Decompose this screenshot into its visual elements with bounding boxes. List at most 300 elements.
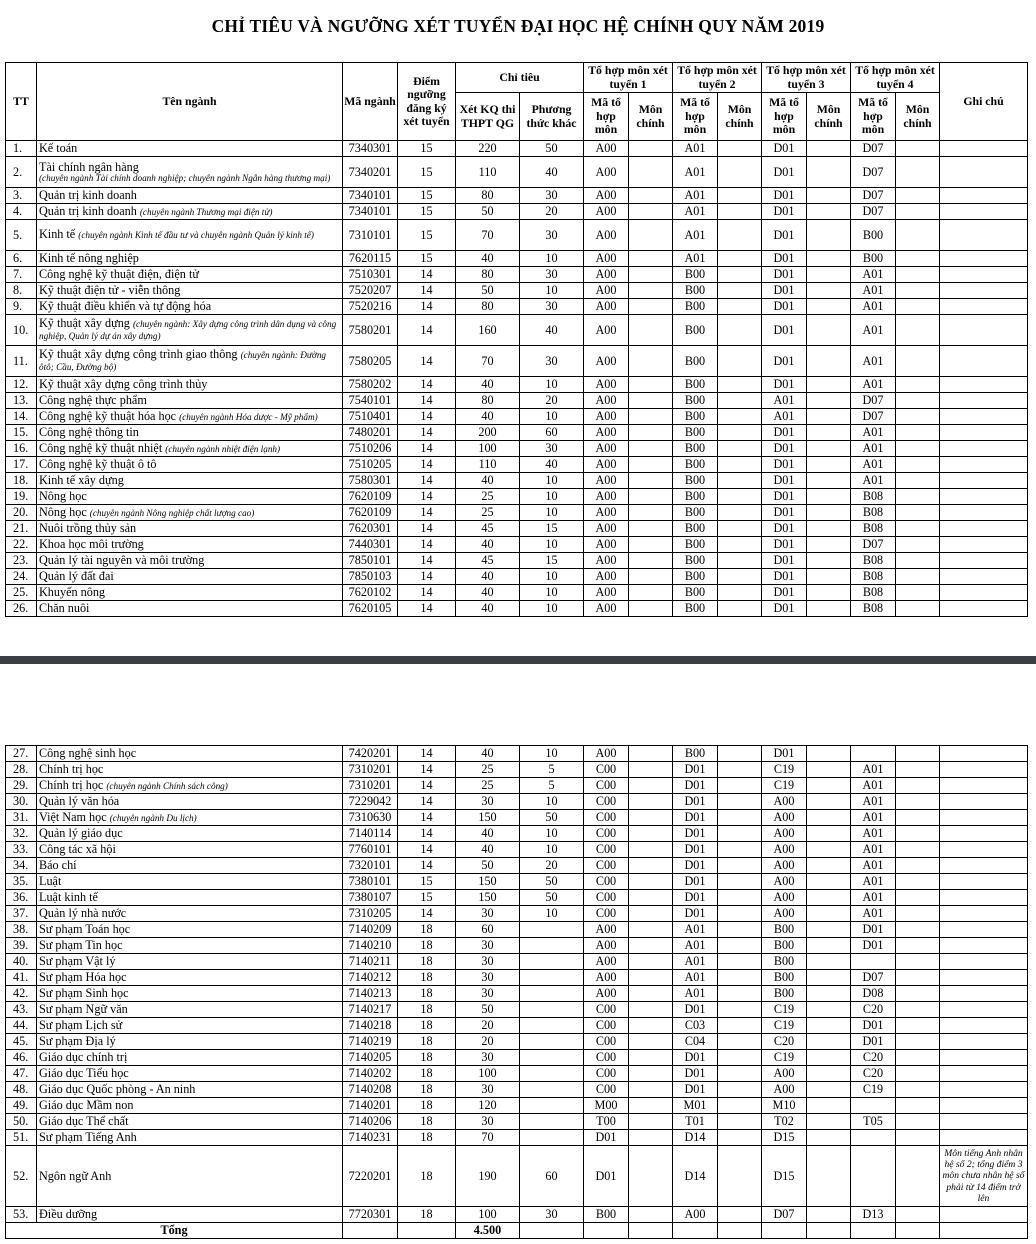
row-number: 48. [6,1082,37,1098]
threshold-score: 15 [398,141,456,157]
combo-4-main [896,601,940,617]
combo-4-code: A01 [851,473,896,489]
row-number: 5. [6,220,37,251]
quota-other: 10 [520,826,584,842]
combo-4-main [896,553,940,569]
row-number: 4. [6,204,37,220]
combo-4-main [896,220,940,251]
quota-thpt: 40 [456,409,520,425]
combo-2-main [718,601,762,617]
combo-1-main [629,842,673,858]
major-specialization: (chuyên ngành Du lịch) [109,812,197,823]
major-name-cell [37,954,343,970]
row-number: 37. [6,906,37,922]
combo-1-code: A00 [584,601,629,617]
combo-4-code: D08 [851,986,896,1002]
combo-4-code: C19 [851,1082,896,1098]
combo-2-main [718,521,762,537]
combo-2-main [718,425,762,441]
combo-1-main [629,938,673,954]
row-number: 16. [6,441,37,457]
combo-3-main [807,1034,851,1050]
combo-2-main [718,794,762,810]
major-name-cell [37,874,343,890]
combo-3-main [807,267,851,283]
combo-4-code: A01 [851,299,896,315]
note-cell [940,457,1028,473]
row-number: 15. [6,425,37,441]
major-name: Nông học [39,489,87,503]
major-code: 7140114 [343,826,398,842]
combo-3-code: A00 [762,810,807,826]
quota-other: 20 [520,858,584,874]
quota-thpt: 70 [456,346,520,377]
row-number: 32. [6,826,37,842]
header-mon-chinh: Môn chính [807,93,851,141]
table-row [6,922,1028,938]
combo-3-code: D01 [762,746,807,762]
quota-other: 30 [520,188,584,204]
combo-1-main [629,457,673,473]
combo-3-code: C19 [762,1002,807,1018]
combo-3-code: A01 [762,409,807,425]
combo-2-main [718,1034,762,1050]
table-row [6,826,1028,842]
row-number: 12. [6,377,37,393]
combo-2-code: D01 [673,890,718,906]
combo-1-main [629,922,673,938]
combo-4-code: A01 [851,315,896,346]
row-number: 50. [6,1114,37,1130]
major-code: 7220201 [343,1146,398,1207]
combo-4-main [896,1207,940,1223]
combo-3-code: D01 [762,315,807,346]
combo-1-main [629,188,673,204]
combo-4-main [896,157,940,188]
major-name-cell [37,762,343,778]
major-code: 7620105 [343,601,398,617]
row-number: 34. [6,858,37,874]
threshold-score: 14 [398,505,456,521]
combo-4-code: D07 [851,157,896,188]
note-cell [940,1018,1028,1034]
combo-2-main [718,906,762,922]
quota-other [520,1098,584,1114]
table-row [6,810,1028,826]
quota-other: 30 [520,346,584,377]
combo-4-code: A01 [851,778,896,794]
note-cell [940,1066,1028,1082]
quota-other: 5 [520,778,584,794]
quota-thpt: 200 [456,425,520,441]
major-name-cell [37,1114,343,1130]
combo-1-main [629,537,673,553]
table-row [6,346,1028,377]
total-empty [896,1223,940,1239]
combo-2-code: D01 [673,842,718,858]
quota-thpt: 50 [456,283,520,299]
threshold-score: 18 [398,1034,456,1050]
threshold-score: 15 [398,220,456,251]
combo-3-code: A00 [762,890,807,906]
header-diem-nguong: Điểm ngưỡng đăng ký xét tuyển [398,63,456,141]
combo-2-main [718,842,762,858]
major-code: 7229042 [343,794,398,810]
combo-2-code: B00 [673,585,718,601]
quota-other: 10 [520,505,584,521]
note-cell [940,425,1028,441]
combo-4-code: T05 [851,1114,896,1130]
combo-3-main [807,537,851,553]
combo-1-main [629,393,673,409]
quota-thpt: 60 [456,922,520,938]
quota-thpt: 110 [456,157,520,188]
note-cell [940,409,1028,425]
quota-thpt: 45 [456,521,520,537]
table-row [6,1018,1028,1034]
major-name-cell [37,890,343,906]
major-name: Giáo dục chính trị [39,1050,128,1064]
quota-thpt: 40 [456,842,520,858]
major-code: 7140219 [343,1034,398,1050]
combo-1-main [629,1034,673,1050]
major-name: Sư phạm Vật lý [39,954,116,968]
admission-table-part-2 [5,745,1028,1239]
threshold-score: 14 [398,473,456,489]
quota-other: 10 [520,842,584,858]
major-name: Giáo dục Quốc phòng - An ninh [39,1082,196,1096]
combo-2-code: D01 [673,826,718,842]
combo-4-main [896,569,940,585]
table-row [6,585,1028,601]
major-specialization: (chuyên ngành Kinh tế đầu tư và chuyên ngành Quản lý kinh tế) [78,230,314,240]
row-number: 23. [6,553,37,569]
row-number: 30. [6,794,37,810]
note-cell [940,938,1028,954]
combo-4-code: B00 [851,251,896,267]
combo-2-main [718,1066,762,1082]
quota-thpt: 80 [456,188,520,204]
header-to-hop-1: Tổ hợp môn xét tuyển 1 [584,63,673,93]
row-number: 31. [6,810,37,826]
major-name: Kỹ thuật xây dựng công trình thủy [39,377,208,391]
row-number: 10. [6,315,37,346]
combo-1-code: A00 [584,441,629,457]
table-row [6,409,1028,425]
table-row [6,299,1028,315]
combo-2-main [718,251,762,267]
quota-thpt: 40 [456,826,520,842]
major-code: 7720301 [343,1207,398,1223]
combo-2-code: B00 [673,521,718,537]
header-to-hop-3: Tổ hợp môn xét tuyển 3 [762,63,851,93]
quota-other: 10 [520,746,584,762]
threshold-score: 14 [398,778,456,794]
combo-1-main [629,489,673,505]
combo-3-code: C19 [762,762,807,778]
table-row [6,954,1028,970]
row-number: 3. [6,188,37,204]
combo-4-main [896,457,940,473]
combo-2-main [718,267,762,283]
combo-4-code: B08 [851,585,896,601]
major-name-cell [37,922,343,938]
combo-1-code: C00 [584,778,629,794]
combo-2-code: A01 [673,970,718,986]
major-code: 7510205 [343,457,398,473]
combo-2-code: B00 [673,315,718,346]
combo-3-code: A00 [762,1066,807,1082]
major-name: Quản lý giáo dục [39,826,123,840]
threshold-score: 14 [398,601,456,617]
note-cell [940,954,1028,970]
combo-3-main [807,377,851,393]
major-name: Công nghệ kỹ thuật điện, điện tử [39,267,199,281]
combo-3-main [807,569,851,585]
major-code: 7140212 [343,970,398,986]
quota-other [520,970,584,986]
table-row [6,315,1028,346]
threshold-score: 14 [398,537,456,553]
major-name: Giáo dục Tiểu học [39,1066,129,1080]
major-code: 7380107 [343,890,398,906]
major-name-cell [37,938,343,954]
combo-1-main [629,1098,673,1114]
combo-3-main [807,204,851,220]
major-specialization: (chuyên ngành nhiệt điện lạnh) [165,443,281,454]
row-number: 21. [6,521,37,537]
header-to-hop-2: Tổ hợp môn xét tuyển 2 [673,63,762,93]
combo-1-code: T00 [584,1114,629,1130]
threshold-score: 18 [398,1207,456,1223]
combo-2-code: A01 [673,220,718,251]
quota-other: 15 [520,521,584,537]
combo-3-main [807,842,851,858]
major-code: 7520216 [343,299,398,315]
major-name: Sư phạm Toán học [39,922,131,936]
combo-1-code: A00 [584,157,629,188]
combo-3-code: D01 [762,457,807,473]
major-name-cell [37,393,343,409]
combo-1-code: A00 [584,283,629,299]
quota-thpt: 40 [456,569,520,585]
major-code: 7510206 [343,441,398,457]
combo-1-code: A00 [584,267,629,283]
combo-3-code: D01 [762,157,807,188]
combo-3-code: D01 [762,553,807,569]
note-cell [940,746,1028,762]
threshold-score: 18 [398,1130,456,1146]
combo-4-main [896,906,940,922]
quota-other: 40 [520,315,584,346]
combo-3-main [807,938,851,954]
combo-3-code: D01 [762,346,807,377]
major-name: Quản lý nhà nước [39,906,127,920]
combo-4-main [896,521,940,537]
combo-2-main [718,778,762,794]
combo-1-main [629,585,673,601]
combo-2-main [718,585,762,601]
combo-2-code: A01 [673,204,718,220]
combo-1-main [629,473,673,489]
combo-4-code: D07 [851,970,896,986]
major-code: 7760101 [343,842,398,858]
combo-4-code: A01 [851,906,896,922]
combo-2-code: B00 [673,441,718,457]
quota-other: 10 [520,585,584,601]
major-code: 7310205 [343,906,398,922]
combo-1-code: A00 [584,204,629,220]
threshold-score: 14 [398,393,456,409]
major-name: Luật kinh tế [39,890,98,904]
row-number: 29. [6,778,37,794]
combo-2-code: D14 [673,1130,718,1146]
combo-3-code: C20 [762,1034,807,1050]
combo-3-code: D01 [762,299,807,315]
combo-3-code: D01 [762,267,807,283]
threshold-score: 14 [398,441,456,457]
combo-1-code: A00 [584,409,629,425]
combo-2-code: B00 [673,473,718,489]
combo-2-main [718,746,762,762]
major-name: Việt Nam học [39,809,107,824]
combo-4-main [896,505,940,521]
threshold-score: 14 [398,810,456,826]
quota-thpt: 30 [456,986,520,1002]
header-ghi-chu: Ghi chú [940,63,1028,141]
combo-2-code: D01 [673,1066,718,1082]
combo-1-main [629,346,673,377]
major-code: 7440301 [343,537,398,553]
combo-4-code: B08 [851,489,896,505]
note-cell [940,521,1028,537]
combo-4-code: D07 [851,537,896,553]
row-number: 6. [6,251,37,267]
table-row [6,938,1028,954]
table-row [6,842,1028,858]
row-number: 52. [6,1146,37,1207]
total-row [6,1223,1028,1239]
quota-thpt: 30 [456,954,520,970]
major-code: 7540101 [343,393,398,409]
threshold-score: 14 [398,569,456,585]
combo-4-main [896,188,940,204]
threshold-score: 15 [398,874,456,890]
combo-4-code [851,1146,896,1207]
combo-3-code: D01 [762,521,807,537]
quota-other: 50 [520,810,584,826]
table-row [6,986,1028,1002]
major-code: 7580205 [343,346,398,377]
table-row [6,204,1028,220]
quota-thpt: 45 [456,553,520,569]
quota-thpt: 50 [456,858,520,874]
table-row [6,1207,1028,1223]
combo-1-code: A00 [584,141,629,157]
combo-1-code: C00 [584,762,629,778]
note-cell [940,553,1028,569]
major-name: Kinh tế xây dựng [39,473,124,487]
total-empty [807,1223,851,1239]
quota-thpt: 25 [456,505,520,521]
major-code: 7580301 [343,473,398,489]
major-name-cell [37,842,343,858]
combo-4-code: A01 [851,858,896,874]
combo-4-code: A01 [851,810,896,826]
combo-2-main [718,954,762,970]
combo-3-main [807,858,851,874]
major-name-cell [37,283,343,299]
combo-2-code: D01 [673,1082,718,1098]
quota-thpt: 50 [456,204,520,220]
threshold-score: 18 [398,938,456,954]
header-tt: TT [6,63,37,141]
combo-4-code: B08 [851,505,896,521]
quota-thpt: 220 [456,141,520,157]
table-row [6,157,1028,188]
major-code: 7850101 [343,553,398,569]
major-name-cell [37,473,343,489]
note-cell [940,188,1028,204]
combo-1-main [629,377,673,393]
major-code: 7140211 [343,954,398,970]
combo-2-main [718,1098,762,1114]
combo-4-main [896,204,940,220]
quota-thpt: 30 [456,794,520,810]
combo-2-main [718,299,762,315]
combo-4-code: A01 [851,283,896,299]
combo-1-code: M00 [584,1098,629,1114]
major-name: Sư phạm Tiếng Anh [39,1130,137,1144]
combo-4-main [896,267,940,283]
major-code: 7580201 [343,315,398,346]
combo-4-main [896,441,940,457]
combo-1-code: A00 [584,746,629,762]
table-row [6,283,1028,299]
note-cell [940,986,1028,1002]
total-empty [718,1223,762,1239]
threshold-score: 15 [398,157,456,188]
combo-1-code: A00 [584,346,629,377]
major-name: Kỹ thuật xây dựng [39,316,130,330]
combo-2-code: B00 [673,267,718,283]
combo-4-code: A01 [851,346,896,377]
note-cell [940,157,1028,188]
row-number: 36. [6,890,37,906]
combo-1-code: C00 [584,858,629,874]
combo-4-main [896,922,940,938]
note-cell [940,970,1028,986]
quota-thpt: 50 [456,1002,520,1018]
threshold-score: 15 [398,188,456,204]
major-name: Công nghệ kỹ thuật ô tô [39,457,157,471]
major-name-cell [37,794,343,810]
combo-4-main [896,1002,940,1018]
quota-thpt: 40 [456,377,520,393]
combo-4-code: A01 [851,890,896,906]
row-number: 51. [6,1130,37,1146]
note-cell [940,1050,1028,1066]
quota-other [520,1018,584,1034]
major-code: 7620109 [343,505,398,521]
note-cell [940,842,1028,858]
header-ma-nganh: Mã ngành [343,63,398,141]
major-name-cell [37,1034,343,1050]
combo-3-code: D15 [762,1146,807,1207]
major-code: 7620102 [343,585,398,601]
table-row [6,457,1028,473]
combo-3-main [807,346,851,377]
